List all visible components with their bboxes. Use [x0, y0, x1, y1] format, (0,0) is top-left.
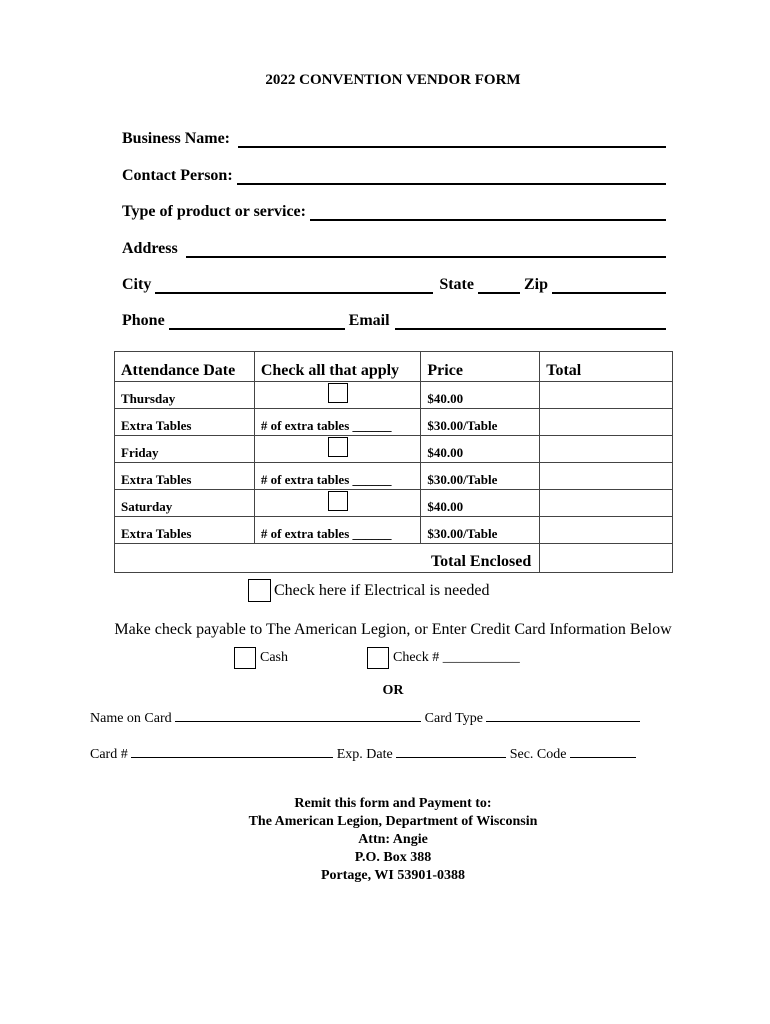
table-header-row — [115, 352, 673, 382]
phone-field[interactable] — [169, 313, 345, 330]
or-label: OR — [382, 683, 404, 698]
table-row — [115, 409, 673, 436]
friday-checkbox[interactable] — [328, 437, 348, 457]
name-on-card-field[interactable] — [175, 708, 421, 722]
remit-line-1: Remit this form and Payment to: — [294, 796, 492, 811]
row-date: Saturday — [115, 490, 255, 517]
exp-date-field[interactable] — [396, 744, 506, 758]
remit-line-3: Attn: Angie — [358, 832, 428, 847]
cash-checkbox[interactable] — [234, 647, 256, 669]
product-row — [122, 201, 666, 221]
row-price: $40.00 — [421, 382, 540, 409]
form-title: 2022 CONVENTION VENDOR FORM — [265, 72, 521, 88]
check-label[interactable]: Check # ___________ — [393, 650, 520, 665]
contact-person-row — [122, 165, 666, 185]
exp-date-label: Exp. Date — [336, 747, 393, 762]
total-enclosed-row — [115, 544, 673, 573]
row-date: Extra Tables — [115, 463, 255, 490]
electrical-checkbox[interactable] — [248, 579, 271, 602]
card-name-row — [90, 708, 640, 727]
email-label: Email — [348, 312, 390, 329]
table-row — [115, 463, 673, 490]
remit-line-4: P.O. Box 388 — [354, 850, 432, 865]
name-on-card-label: Name on Card — [90, 711, 172, 726]
remit-block — [0, 795, 770, 885]
state-label: State — [439, 276, 474, 293]
sec-code-label: Sec. Code — [509, 747, 567, 762]
row-date: Thursday — [115, 382, 255, 409]
thursday-checkbox[interactable] — [328, 383, 348, 403]
row-check-cell — [254, 436, 421, 463]
table-row — [115, 382, 673, 409]
row-price: $30.00/Table — [421, 409, 540, 436]
business-name-row — [122, 128, 666, 148]
state-field[interactable] — [478, 277, 520, 294]
product-field[interactable] — [310, 204, 666, 221]
row-price: $30.00/Table — [421, 517, 540, 544]
row-check-cell — [254, 382, 421, 409]
phone-email-row — [122, 310, 666, 330]
total-enclosed-label: Total Enclosed — [115, 544, 540, 573]
city-label: City — [122, 276, 152, 293]
row-total[interactable] — [540, 490, 673, 517]
row-check-cell — [254, 490, 421, 517]
header-check-all: Check all that apply — [254, 352, 421, 382]
row-price: $30.00/Table — [421, 463, 540, 490]
address-field[interactable] — [186, 241, 666, 258]
sec-code-field[interactable] — [570, 744, 636, 758]
remit-line-2: The American Legion, Department of Wisconsin — [248, 814, 538, 829]
product-label: Type of product or service: — [122, 203, 306, 220]
cash-label: Cash — [260, 650, 288, 665]
card-number-label: Card # — [90, 747, 128, 762]
check-option — [367, 647, 520, 669]
address-row — [122, 238, 666, 258]
table-row — [115, 517, 673, 544]
table-row — [115, 490, 673, 517]
card-number-field[interactable] — [131, 744, 333, 758]
city-state-zip-row — [122, 274, 666, 294]
electrical-label: Check here if Electrical is needed — [274, 581, 490, 599]
address-label: Address — [122, 240, 178, 257]
saturday-checkbox[interactable] — [328, 491, 348, 511]
remit-line-5: Portage, WI 53901-0388 — [321, 868, 465, 883]
business-name-field[interactable] — [238, 131, 666, 148]
table-row — [115, 436, 673, 463]
attendance-table — [114, 351, 673, 573]
row-date: Friday — [115, 436, 255, 463]
zip-label: Zip — [523, 276, 548, 293]
cash-option — [234, 647, 288, 669]
card-number-row — [90, 744, 636, 763]
card-type-field[interactable] — [486, 708, 640, 722]
contact-person-label: Contact Person: — [122, 167, 233, 184]
email-field[interactable] — [395, 313, 666, 330]
row-total[interactable] — [540, 463, 673, 490]
row-total[interactable] — [540, 436, 673, 463]
row-price: $40.00 — [421, 436, 540, 463]
header-attendance-date: Attendance Date — [115, 352, 255, 382]
row-extra-tables[interactable]: # of extra tables ______ — [254, 463, 421, 490]
row-total[interactable] — [540, 409, 673, 436]
contact-person-field[interactable] — [237, 168, 666, 185]
card-type-label: Card Type — [424, 711, 483, 726]
row-extra-tables[interactable]: # of extra tables ______ — [254, 517, 421, 544]
total-enclosed-field[interactable] — [540, 544, 673, 573]
row-date: Extra Tables — [115, 517, 255, 544]
phone-label: Phone — [122, 312, 165, 329]
header-price: Price — [421, 352, 540, 382]
check-checkbox[interactable] — [367, 647, 389, 669]
city-field[interactable] — [155, 277, 433, 294]
row-total[interactable] — [540, 382, 673, 409]
business-name-label: Business Name: — [122, 130, 231, 147]
row-date: Extra Tables — [115, 409, 255, 436]
electrical-row — [248, 579, 489, 602]
header-total: Total — [540, 352, 673, 382]
payment-instruction: Make check payable to The American Legion, or Enter Credit Card Information Below — [114, 621, 672, 638]
row-price: $40.00 — [421, 490, 540, 517]
zip-field[interactable] — [552, 277, 666, 294]
row-total[interactable] — [540, 517, 673, 544]
row-extra-tables[interactable]: # of extra tables ______ — [254, 409, 421, 436]
